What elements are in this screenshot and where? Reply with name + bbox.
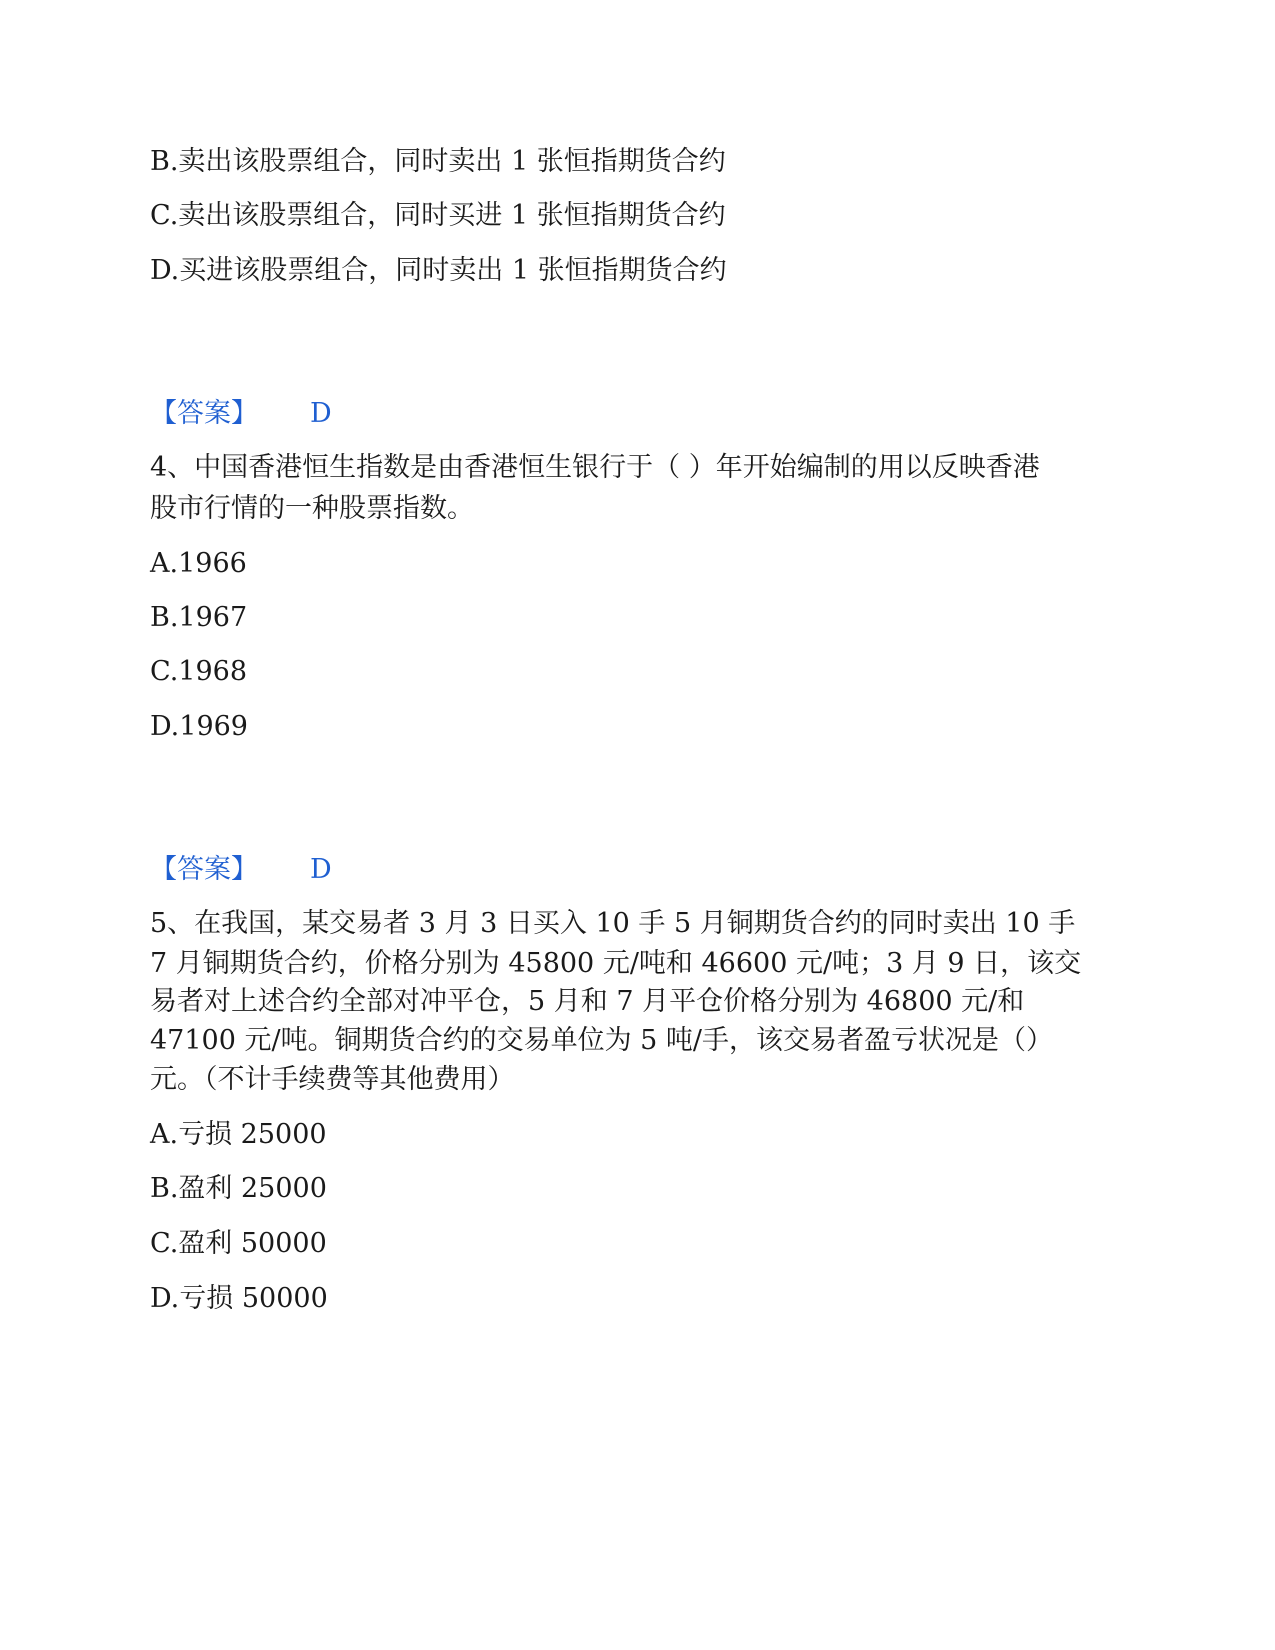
- q4-option-b: B.1967: [150, 602, 248, 633]
- q4-option-a: A.1966: [150, 548, 247, 579]
- q5-stem-line-1: 5、在我国，某交易者 3 月 3 日买入 10 手 5 月铜期货合约的同时卖出 10 手: [150, 908, 1076, 939]
- q3-option-d: D.买进该股票组合，同时卖出 1 张恒指期货合约: [150, 255, 727, 286]
- q5-stem-line-2: 7 月铜期货合约，价格分别为 45800 元/吨和 46600 元/吨；3 月 9 日，该交: [150, 948, 1082, 979]
- q5-stem-line-3: 易者对上述合约全部对冲平仓，5 月和 7 月平仓价格分别为 46800 元/和: [150, 986, 1025, 1017]
- q4-stem-line-1: 4、中国香港恒生指数是由香港恒生银行于（ ）年开始编制的用以反映香港: [150, 452, 1040, 483]
- q5-stem-line-5: 元。（不计手续费等其他费用）: [150, 1064, 515, 1095]
- q4-stem-line-2: 股市行情的一种股票指数。: [150, 493, 474, 524]
- answer-label: 【答案】: [150, 854, 258, 885]
- q5-stem-line-4: 47100 元/吨。铜期货合约的交易单位为 5 吨/手，该交易者盈亏状况是（）: [150, 1025, 1054, 1056]
- q3-option-b: B.卖出该股票组合，同时卖出 1 张恒指期货合约: [150, 146, 726, 177]
- answer-label: 【答案】: [150, 398, 258, 429]
- q5-option-a: A.亏损 25000: [150, 1119, 327, 1150]
- q5-option-b: B.盈利 25000: [150, 1173, 327, 1204]
- q3-option-c: C.卖出该股票组合，同时买进 1 张恒指期货合约: [150, 200, 726, 231]
- answer-value: D: [310, 854, 332, 885]
- q4-answer: [150, 850, 332, 890]
- q5-option-d: D.亏损 50000: [150, 1283, 328, 1314]
- q3-answer: [150, 394, 332, 434]
- q4-option-c: C.1968: [150, 656, 247, 687]
- q4-option-d: D.1969: [150, 711, 248, 742]
- answer-value: D: [310, 398, 332, 429]
- q5-option-c: C.盈利 50000: [150, 1228, 327, 1259]
